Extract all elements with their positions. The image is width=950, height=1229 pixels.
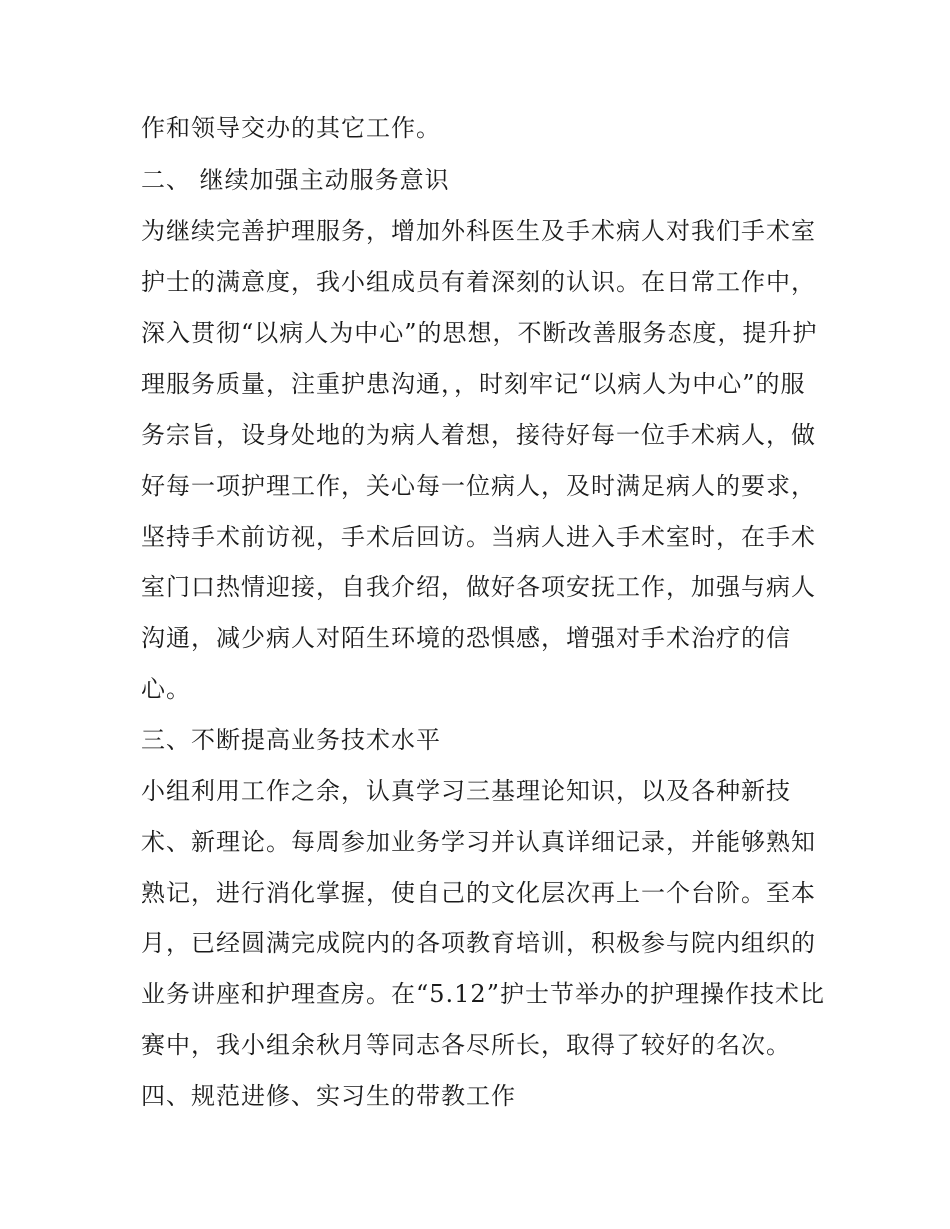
- section-heading-4: 四、规范进修、实习生的带教工作: [141, 1082, 516, 1110]
- text-line: 为继续完善护理服务，增加外科医生及手术病人对我们手术室: [141, 217, 816, 245]
- section-heading-2: 二、 继续加强主动服务意识: [141, 166, 450, 194]
- text-line: 赛中，我小组余秋月等同志各尽所长，取得了较好的名次。: [141, 1031, 791, 1059]
- text-line: 深入贯彻“以病人为中心”的思想，不断改善服务态度，提升护: [141, 319, 818, 347]
- text-line: 术、新理论。每周参加业务学习并认真详细记录，并能够熟知: [141, 828, 816, 856]
- text-line: 月，已经圆满完成院内的各项教育培训，积极参与院内组织的: [141, 929, 816, 957]
- text-line: 坚持手术前访视，手术后回访。当病人进入手术室时，在手术: [141, 523, 816, 551]
- text-line: 熟记，进行消化掌握，使自己的文化层次再上一个台阶。至本: [141, 879, 816, 907]
- text-line: 理服务质量，注重护患沟通，，时刻牢记“以病人为中心”的服: [141, 370, 806, 398]
- text-line: 护士的满意度，我小组成员有着深刻的认识。在日常工作中，: [141, 268, 816, 296]
- text-line: 室门口热情迎接，自我介绍，做好各项安抚工作，加强与病人: [141, 573, 816, 601]
- text-line-paragraph-end: 作和领导交办的其它工作。: [141, 114, 441, 142]
- text-line: 心。: [141, 675, 191, 703]
- text-line: 业务讲座和护理查房。在“5.12”护士节举办的护理操作技术比: [141, 980, 825, 1008]
- text-line: 务宗旨，设身处地的为病人着想，接待好每一位手术病人，做: [141, 421, 816, 449]
- text-line: 沟通，减少病人对陌生环境的恐惧感，增强对手术治疗的信: [141, 624, 791, 652]
- text-line: 好每一项护理工作，关心每一位病人，及时满足病人的要求，: [141, 472, 816, 500]
- text-line: 小组利用工作之余，认真学习三基理论知识，以及各种新技: [141, 777, 791, 805]
- section-heading-3: 三、不断提高业务技术水平: [141, 726, 441, 754]
